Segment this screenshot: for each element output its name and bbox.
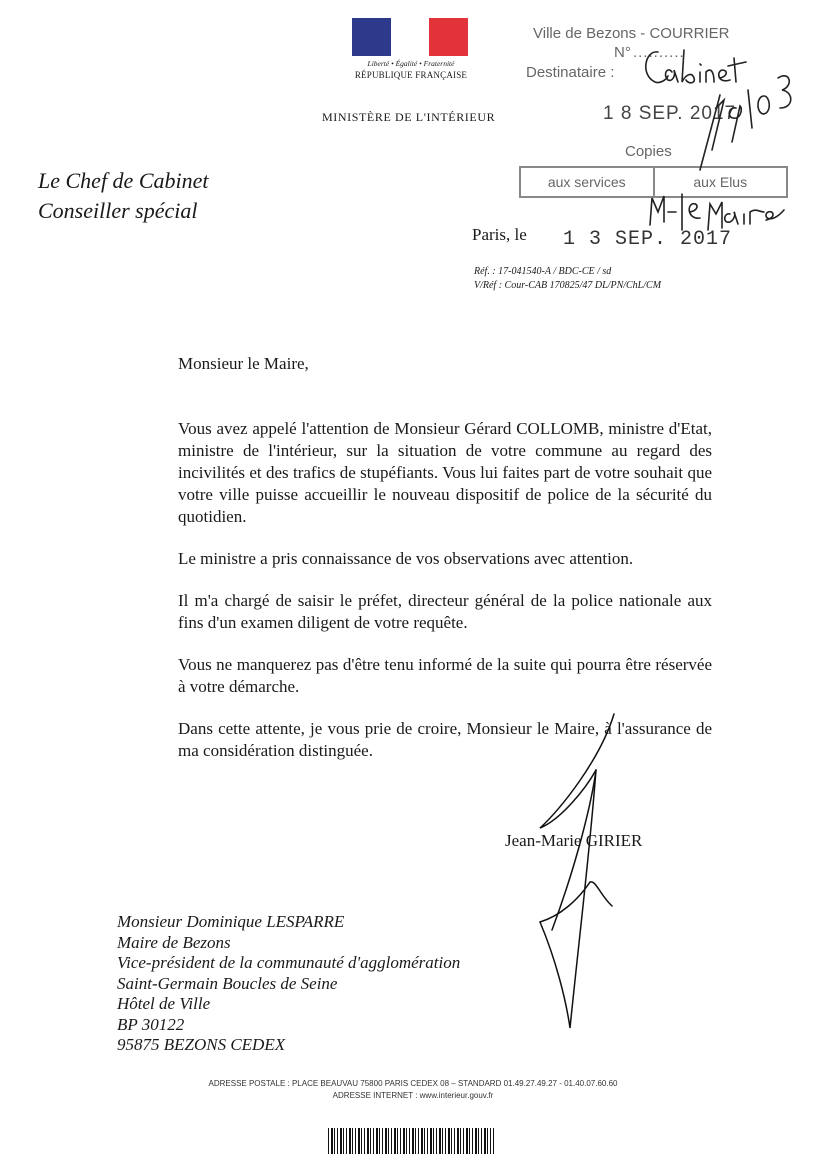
footer-postal: ADRESSE POSTALE : PLACE BEAUVAU 75800 PARIS CEDEX 08 – STANDARD 01.49.27.49.27 - 01.40.07.60.60 bbox=[208, 1079, 618, 1088]
recipient-line: Maire de Bezons bbox=[117, 932, 231, 952]
recipient-line: Saint-Germain Boucles de Seine bbox=[117, 973, 338, 993]
handwritten-number bbox=[700, 76, 791, 170]
signature bbox=[540, 714, 614, 1028]
stamp-recipient-label: Destinataire : bbox=[526, 64, 615, 81]
recipient-line: Vice-président de la communauté d'agglomération bbox=[117, 953, 461, 972]
stamp-copies-label: Copies bbox=[625, 143, 672, 160]
recipient-line: BP 30122 bbox=[117, 1014, 185, 1034]
stamp-box-elus: aux Elus bbox=[693, 174, 748, 190]
recipient-line: Monsieur Dominique LESPARRE bbox=[117, 912, 345, 931]
stamp-title: Ville de Bezons - COURRIER bbox=[533, 25, 730, 42]
recipient-line: Hôtel de Ville bbox=[117, 994, 211, 1013]
dateline-date: 1 3 SEP. 2017 bbox=[563, 228, 733, 251]
sender-title-line1: Le Chef de Cabinet bbox=[38, 168, 209, 193]
stamp-box-services: aux services bbox=[521, 168, 655, 196]
paragraph: Vous avez appelé l'attention de Monsieur Gérard COLLOMB, ministre d'Etat, ministre de l'intérieur, sur la situation de votre commune au regard des incivilités et des trafics de stupéfiants. Vous lui faites part de votre souhait que votre ville puisse accueillir le nouveau dispositif de police de la sécurité du quotidien. bbox=[178, 419, 712, 526]
stamp-date: 1 8 SEP. 2017 bbox=[603, 103, 737, 124]
ministry-name: MINISTÈRE DE L'INTÉRIEUR bbox=[322, 110, 496, 124]
handwritten-note bbox=[650, 194, 784, 230]
handwritten-cabinet bbox=[646, 50, 746, 83]
footer-internet: ADRESSE INTERNET : www.interieur.gouv.fr bbox=[332, 1091, 494, 1100]
recipient-line: 95875 BEZONS CEDEX bbox=[117, 1035, 286, 1054]
reference: Réf. : 17-041540-A / BDC-CE / sd bbox=[474, 266, 612, 277]
sender-title-line2: Conseiller spécial bbox=[38, 198, 198, 223]
stamp-number-dots: .......... bbox=[633, 44, 685, 61]
republic-name: RÉPUBLIQUE FRANÇAISE bbox=[354, 70, 468, 80]
paragraph: Dans cette attente, je vous prie de croire, Monsieur le Maire, à l'assurance de ma considération distinguée. bbox=[178, 719, 712, 760]
republic-motto: Liberté • Égalité • Fraternité bbox=[367, 59, 455, 68]
stamp-number-label: N° bbox=[614, 44, 631, 61]
dateline-place: Paris, le bbox=[472, 225, 527, 244]
your-reference: V/Réf : Cour-CAB 170825/47 DL/PN/ChL/CM bbox=[474, 280, 662, 291]
salutation: Monsieur le Maire, bbox=[178, 354, 309, 373]
paragraph: Vous ne manquerez pas d'être tenu informé de la suite qui pourra être réservée à votre démarche. bbox=[178, 655, 712, 696]
signer-name: Jean-Marie GIRIER bbox=[505, 831, 643, 850]
paragraph: Il m'a chargé de saisir le préfet, directeur général de la police nationale aux fins d'un examen diligent de votre requête. bbox=[178, 591, 712, 632]
paragraph: Le ministre a pris connaissance de vos observations avec attention. bbox=[178, 549, 634, 568]
